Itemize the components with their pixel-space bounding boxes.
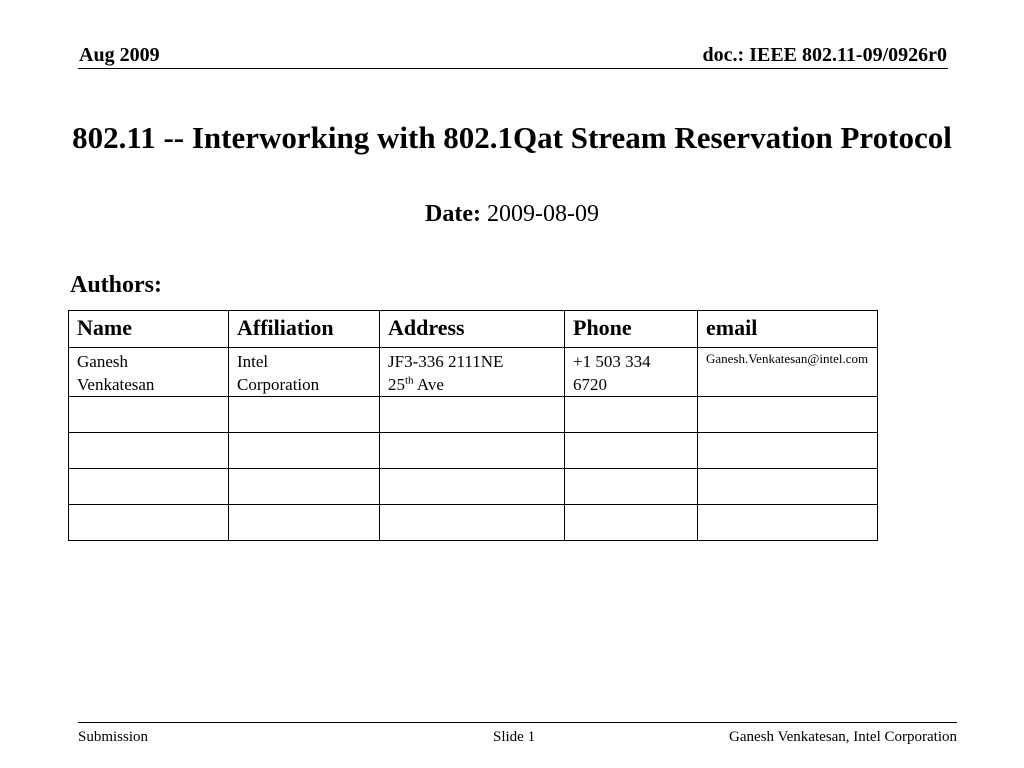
author-last-name: Venkatesan	[77, 375, 155, 394]
phone-line-2: 6720	[573, 375, 607, 394]
empty-cell	[69, 433, 229, 469]
empty-cell	[69, 505, 229, 541]
author-affiliation-cell	[229, 348, 380, 397]
empty-cell	[69, 397, 229, 433]
column-header-affiliation: Affiliation	[229, 311, 380, 348]
column-header-email: email	[698, 311, 878, 348]
address-street-number: 25	[388, 375, 405, 394]
table-row	[69, 469, 878, 505]
table-row	[69, 433, 878, 469]
address-line-2	[388, 373, 556, 396]
author-name-cell	[69, 348, 229, 397]
empty-cell	[698, 433, 878, 469]
affiliation-line-1: Intel	[237, 352, 269, 371]
empty-cell	[229, 433, 380, 469]
empty-cell	[698, 469, 878, 505]
empty-cell	[380, 469, 565, 505]
column-header-name: Name	[69, 311, 229, 348]
empty-cell	[565, 433, 698, 469]
empty-cell	[565, 469, 698, 505]
empty-cell	[69, 469, 229, 505]
column-header-address: Address	[380, 311, 565, 348]
header-divider	[78, 68, 948, 69]
slide-title: 802.11 -- Interworking with 802.1Qat Stream Reservation Protocol	[72, 120, 952, 155]
empty-cell	[380, 433, 565, 469]
empty-cell	[565, 397, 698, 433]
empty-cell	[698, 397, 878, 433]
footer-submission: Submission	[78, 729, 149, 745]
empty-cell	[380, 505, 565, 541]
empty-cell	[380, 397, 565, 433]
empty-cell	[565, 505, 698, 541]
author-email-cell	[698, 348, 878, 397]
empty-cell	[229, 469, 380, 505]
footer-divider	[78, 722, 957, 723]
table-row	[69, 505, 878, 541]
authors-table	[68, 310, 878, 541]
footer-slide-number: Slide 1	[493, 729, 536, 745]
author-first-name: Ganesh	[77, 352, 128, 371]
author-address-cell	[380, 348, 565, 397]
empty-cell	[229, 397, 380, 433]
date-label: Date:	[425, 201, 481, 227]
footer-author: Ganesh Venkatesan, Intel Corporation	[729, 729, 957, 745]
author-email: Ganesh.Venkatesan@intel.com	[706, 351, 869, 366]
date-line	[0, 198, 1024, 230]
affiliation-line-2: Corporation	[237, 375, 320, 394]
phone-line-1: +1 503 334	[573, 352, 651, 371]
header-doc-id: doc.: IEEE 802.11-09/0926r0	[702, 44, 947, 66]
authors-heading: Authors:	[70, 272, 163, 298]
header-date: Aug 2009	[79, 44, 160, 66]
address-street-name: Ave	[413, 375, 444, 394]
table-row	[69, 397, 878, 433]
empty-cell	[229, 505, 380, 541]
address-line-1: JF3-336 2111NE	[388, 352, 504, 371]
empty-cell	[698, 505, 878, 541]
table-header-row	[69, 311, 878, 348]
author-phone-cell	[565, 348, 698, 397]
column-header-phone: Phone	[565, 311, 698, 348]
date-value: 2009-08-09	[486, 201, 599, 227]
table-row	[69, 348, 878, 397]
address-ordinal-suffix: th	[405, 374, 414, 387]
